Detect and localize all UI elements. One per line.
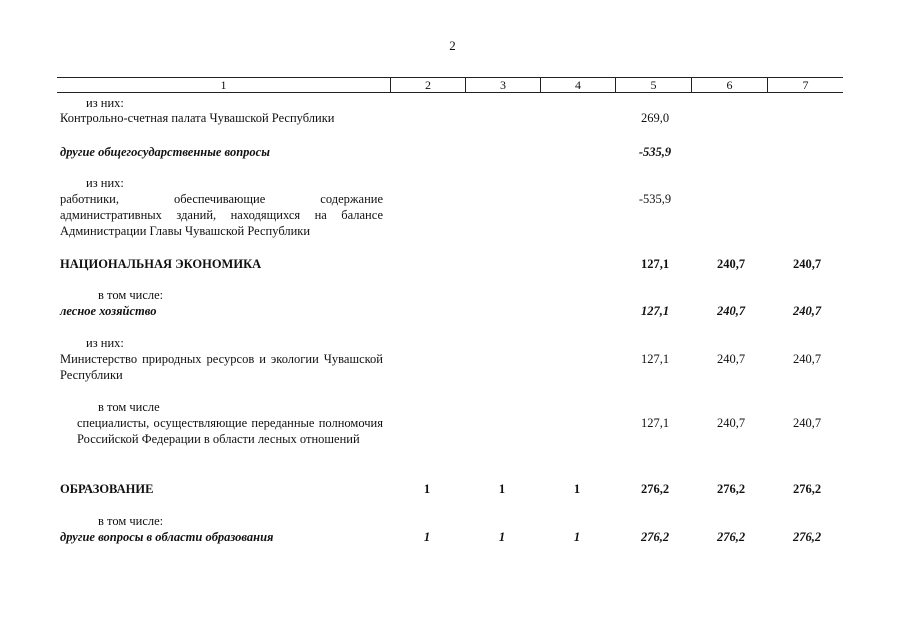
column-header-7: 7: [767, 78, 843, 92]
cell-col5: 127,1: [640, 304, 670, 318]
cell-col5: 127,1: [640, 416, 670, 430]
row-label: другие вопросы в области образования: [60, 530, 274, 544]
cell-col3: 1: [498, 530, 506, 544]
row-label: ОБРАЗОВАНИЕ: [60, 482, 154, 496]
cell-col7: 276,2: [792, 530, 822, 544]
cell-col5: 127,1: [640, 257, 670, 271]
row-subheading: из них:: [86, 176, 124, 190]
cell-col6: 240,7: [716, 416, 746, 430]
row-label: лесное хозяйство: [60, 304, 157, 318]
table-header: [57, 77, 843, 93]
cell-col2: 1: [423, 530, 431, 544]
column-header-5: 5: [615, 78, 691, 92]
cell-col7: 276,2: [792, 482, 822, 496]
row-label: НАЦИОНАЛЬНАЯ ЭКОНОМИКА: [60, 257, 262, 271]
row-subheading: в том числе: [98, 400, 160, 414]
row-label: специалисты, осуществляющие переданные полномочия Российской Федерации в области лесных отношений: [77, 416, 383, 446]
cell-col5: 127,1: [640, 352, 670, 366]
cell-col4: 1: [573, 530, 581, 544]
cell-col6: 276,2: [716, 530, 746, 544]
column-header-1: 1: [220, 78, 227, 92]
row-label: Министерство природных ресурсов и экологии Чувашской Республики: [60, 352, 383, 382]
cell-col6: 240,7: [716, 257, 746, 271]
column-header-6: 6: [691, 78, 767, 92]
row-subheading: в том числе:: [98, 288, 164, 302]
cell-col3: 1: [498, 482, 506, 496]
cell-col7: 240,7: [792, 304, 822, 318]
row-subheading: из них:: [86, 96, 124, 110]
cell-col2: 1: [423, 482, 431, 496]
cell-col6: 240,7: [716, 304, 746, 318]
cell-col5: 276,2: [640, 530, 670, 544]
cell-col6: 240,7: [716, 352, 746, 366]
column-header-2: 2: [390, 78, 465, 92]
column-header-4: 4: [540, 78, 615, 92]
column-header-3: 3: [465, 78, 540, 92]
row-subheading: из них:: [86, 336, 124, 350]
cell-col5: 276,2: [640, 482, 670, 496]
row-label: Контрольно-счетная палата Чувашской Республики: [60, 111, 335, 125]
row-label: другие общегосударственные вопросы: [60, 145, 270, 159]
cell-col5: -535,9: [638, 192, 672, 206]
cell-col5: -535,9: [638, 145, 672, 159]
cell-col7: 240,7: [792, 257, 822, 271]
cell-col5: 269,0: [640, 111, 670, 125]
cell-col7: 240,7: [792, 352, 822, 366]
row-label: работники, обеспечивающие содержание административных зданий, находящихся на балансе Администрации Главы Чувашской Республики: [60, 192, 383, 238]
cell-col4: 1: [573, 482, 581, 496]
cell-col6: 276,2: [716, 482, 746, 496]
row-subheading: в том числе:: [98, 514, 164, 528]
page-number: 2: [449, 38, 456, 53]
cell-col7: 240,7: [792, 416, 822, 430]
